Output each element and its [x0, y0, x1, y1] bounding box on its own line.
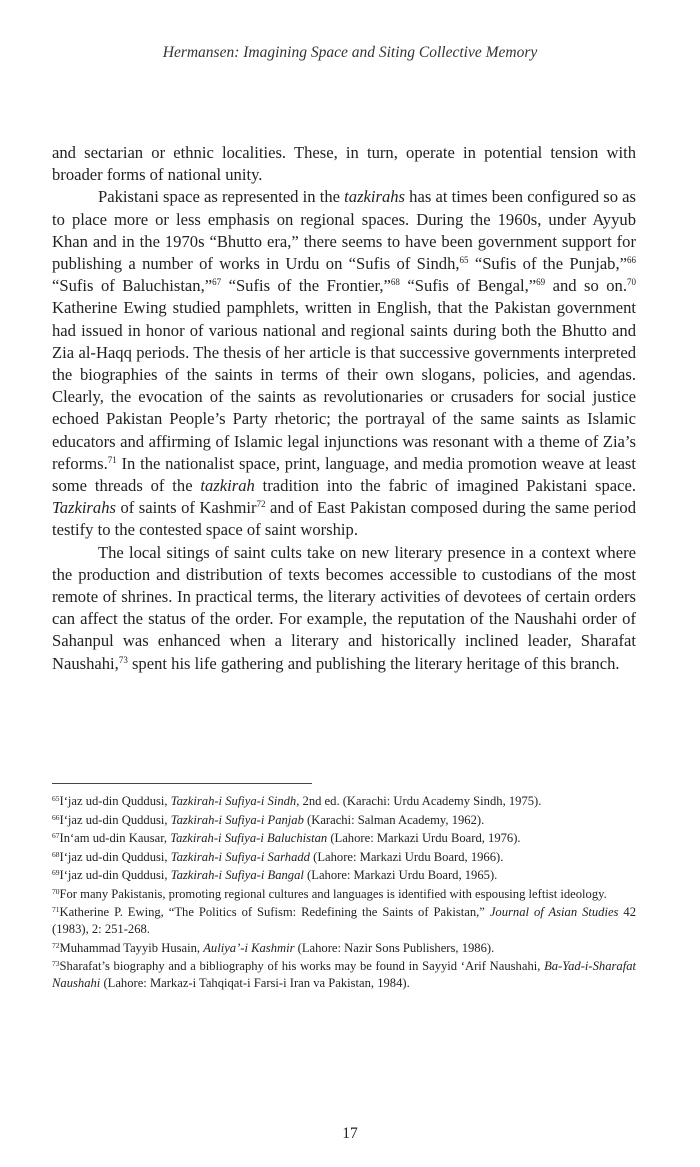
footnote	[52, 867, 636, 884]
footnote-number: 65	[52, 794, 60, 803]
footnote-number: 66	[52, 812, 60, 822]
footnote-text: (Lahore: Markazi Urdu Board, 1965).	[303, 868, 498, 882]
footnote-text: For many Pakistanis, promoting regional cultures and languages is identified with espousing leftist ideology.	[59, 886, 607, 901]
italic-term: Tazkirahs	[52, 498, 116, 518]
footnote-text: I‘jaz ud-din Quddusi,	[59, 812, 171, 827]
footnote-text: (Lahore: Nazir Sons Publishers, 1986).	[294, 940, 495, 955]
text-span: and sectarian or ethnic localities. These, in turn, operate in potential tension with broader forms of national unity.	[52, 143, 636, 185]
footnote-ref[interactable]: 66	[627, 255, 636, 266]
footnote-divider	[52, 783, 312, 784]
text-span: Pakistani space as represented in the	[98, 187, 345, 207]
text-span: spent his life gathering and publishing the literary heritage of this branch.	[127, 653, 620, 673]
text-span: In the nationalist space, print, language, and media promotion weave at least some threads of the	[52, 453, 636, 496]
footnote-title: Tazkirah-i Sufiya-i Panjab	[170, 812, 304, 827]
footnote-number: 69	[52, 868, 60, 877]
footnote-text: I‘jaz ud-din Quddusi,	[59, 868, 171, 882]
italic-term: tazkirah	[200, 476, 255, 496]
text-span: of saints of Kashmir	[115, 498, 257, 518]
footnote-ref[interactable]: 69	[536, 277, 546, 288]
footnote	[52, 940, 636, 957]
text-span: and so on.	[545, 276, 627, 296]
footnote	[52, 830, 636, 847]
footnote-text: In‘am ud-din Kausar,	[59, 831, 171, 845]
footnote-title: Ba-Yad-i-Sharafat Naushahi	[52, 959, 636, 990]
footnote-text: Katherine P. Ewing, “The Politics of Sufism: Redefining the Saints of Pakistan,”	[59, 905, 490, 919]
italic-term: tazkirahs	[344, 187, 406, 207]
footnote-text: Muhammad Tayyib Husain,	[59, 940, 204, 955]
footnote	[52, 958, 636, 992]
running-header: Hermansen: Imagining Space and Siting Collective Memory	[162, 44, 538, 61]
footnote	[52, 849, 636, 866]
footnote-number: 73	[52, 959, 60, 968]
text-span: “Sufis of Bengal,”	[399, 276, 537, 296]
footnote-ref[interactable]: 68	[390, 277, 400, 288]
footnote-number: 67	[52, 831, 60, 840]
footnote-number: 71	[52, 905, 60, 914]
footnote-title: Auliya’-i Kashmir	[203, 940, 295, 955]
footnote-text: I‘jaz ud-din Quddusi,	[59, 849, 171, 864]
footnote-title: Tazkirah-i Sufiya-i Sindh	[170, 794, 297, 808]
text-span: “Sufis of the Frontier,”	[221, 276, 391, 296]
footnote-text: (Karachi: Salman Academy, 1962).	[303, 812, 485, 827]
footnote	[52, 793, 636, 810]
footnote-ref[interactable]: 65	[459, 255, 469, 266]
footnote-title: Journal of Asian Studies	[489, 905, 619, 919]
text-span: tradition into the fabric of imagined Pakistani space.	[254, 476, 636, 496]
footnote-title: Tazkirah-i Sufiya-i Sarhadd	[170, 849, 310, 864]
text-span: and of East Pakistan composed during the same period testify to the contested space of saint worship.	[52, 498, 636, 540]
footnote-ref[interactable]: 67	[212, 277, 222, 288]
footnote	[52, 904, 636, 938]
footnote-text: Sharafat’s biography and a bibliography of his works may be found in Sayyid ‘Arif Naushahi,	[59, 959, 545, 973]
paragraph-2	[52, 186, 636, 541]
footnote-text: 42 (1983), 2: 251-268.	[52, 905, 636, 936]
text-span: “Sufis of the Punjab,”	[468, 254, 627, 274]
footnote-text: (Lahore: Markazi Urdu Board, 1976).	[327, 831, 521, 845]
page-number: 17	[342, 1125, 358, 1142]
text-span: Katherine Ewing studied pamphlets, written in English, that the Pakistan government had issued in honor of various national and regional saints during both the Bhutto and Zia al-Haqq periods. The thesis of her article is that successive governments interpreted the biographies of the saints in terms of their own slogans, policies, and agendas. Clearly, the evocation of the saints as revolutionaries or crusaders for social justice echoed Pakistan People’s Party rhetoric; the portrayal of the same saints as Islamic educators and affirming of Islamic legal injunctions was resonant with a theme of Zia’s reforms.	[52, 298, 636, 473]
paragraph-3	[52, 542, 636, 675]
footnote-ref[interactable]: 73	[118, 654, 128, 665]
paragraph-1	[52, 142, 636, 186]
text-span: “Sufis of Baluchistan,”	[52, 276, 213, 296]
footnote-number: 70	[52, 886, 60, 896]
footnote-ref[interactable]: 71	[107, 454, 117, 465]
footnote-title: Tazkirah-i Sufiya-i Baluchistan	[170, 831, 328, 845]
footnotes	[52, 793, 636, 994]
footnote-title: Tazkirah-i Sufiya-i Bangal	[170, 868, 304, 882]
body-text	[52, 142, 636, 675]
footnote-ref[interactable]: 72	[256, 499, 266, 510]
footnote	[52, 812, 636, 829]
footnote	[52, 886, 636, 903]
footnote-text: , 2nd ed. (Karachi: Urdu Academy Sindh, 1975).	[296, 794, 542, 808]
footnote-text: I‘jaz ud-din Quddusi,	[59, 794, 171, 808]
footnote-number: 68	[52, 849, 60, 859]
footnote-number: 72	[52, 940, 60, 950]
footnote-text: (Lahore: Markaz-i Tahqiqat-i Farsi-i Iran va Pakistan, 1984).	[100, 976, 410, 990]
text-span: has at times been configured so as to place more or less emphasis on regional spaces. During the 1960s, under Ayyub Khan and in the 1970s “Bhutto era,” there seems to have been government support for publishing a number of works in Urdu on “Sufis of Sindh,	[52, 187, 636, 274]
footnote-ref[interactable]: 70	[627, 277, 636, 288]
footnote-text: (Lahore: Markazi Urdu Board, 1966).	[309, 849, 504, 864]
text-span: The local sitings of saint cults take on new literary presence in a context where the production and distribution of texts becomes accessible to custodians of the most remote of shrines. In practical terms, the literary activities of devotees of certain orders can affect the status of the order. For example, the reputation of the Naushahi order of Sahanpul was enhanced when a literary and historically inclined leader, Sharafat Naushahi,	[52, 542, 636, 673]
